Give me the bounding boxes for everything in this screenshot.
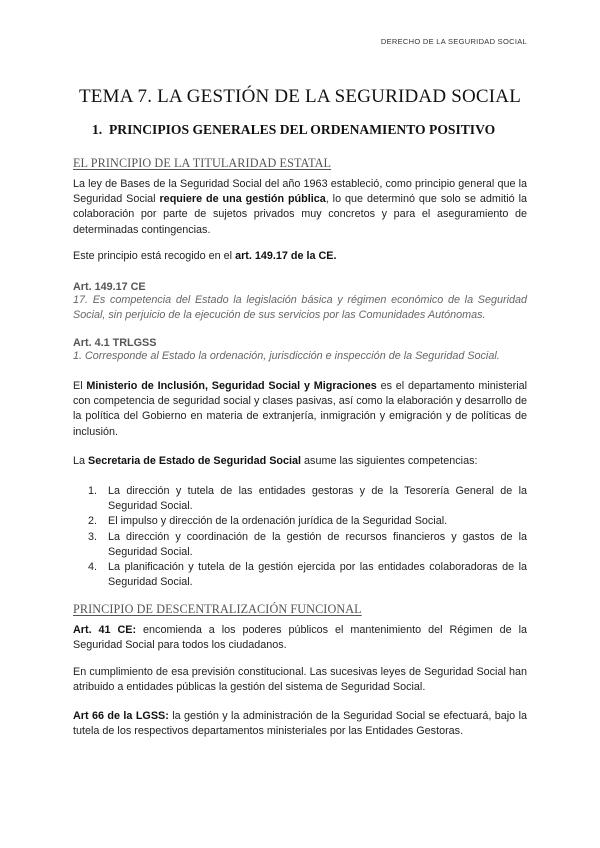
list-item: 1. La dirección y tutela de las entidades gestoras y de la Tesorería General de la Seguridad Social. xyxy=(88,485,527,513)
paragraph-art-41: Art. 41 CE: encomienda a los poderes públicos el mantenimiento del Régimen de la Seguridad Social para todos los ciudadanos. xyxy=(73,624,527,652)
paragraph-ministerio: El Ministerio de Inclusión, Seguridad Social y Migraciones es el departamento ministerial con competencia de seguridad social y clases pasivas, así como la elaboración y desarrollo de la política del Gobierno en materia de extranjería, inmigración y emigración y de políticas de inclusión. xyxy=(73,380,527,438)
running-header: DERECHO DE LA SEGURIDAD SOCIAL xyxy=(380,37,527,46)
section-heading xyxy=(92,122,495,138)
article-label-149: Art. 149.17 CE xyxy=(73,281,146,293)
page-title: TEMA 7. LA GESTIÓN DE LA SEGURIDAD SOCIAL xyxy=(78,86,522,107)
paragraph-art-149: Este principio está recogido en el art. 149.17 de la CE. xyxy=(73,250,337,262)
paragraph-ley-bases: La ley de Bases de la Seguridad Social del año 1963 estableció, como principio general que la Seguridad Social requiere de una gestión pública, lo que determinó que solo se admitió la colaboración por parte de sujetos privados muy concretos y para el aseguramiento de determinadas contingencias. xyxy=(73,178,527,236)
paragraph-art-66: Art 66 de la LGSS: la gestión y la administración de la Seguridad Social se efectuará, bajo la tutela de los respectivos departamentos ministeriales por las Entidades Gestoras. xyxy=(73,710,527,738)
paragraph-secretaria: La Secretaria de Estado de Seguridad Social asume las siguientes competencias: xyxy=(73,455,478,467)
section-number: 1. xyxy=(92,122,103,137)
subheading-titularidad: EL PRINCIPIO DE LA TITULARIDAD ESTATAL xyxy=(73,156,332,170)
bold-phrase: requiere de una gestión pública xyxy=(159,193,326,206)
list-item: 3. La dirección y coordinación de la gestión de recursos financieros y gastos de la Seguridad Social. xyxy=(88,530,527,558)
article-label-trlgss: Art. 4.1 TRLGSS xyxy=(73,337,157,349)
bold-phrase: Art 66 de la LGSS: xyxy=(73,710,169,722)
list-item: 2. El impulso y dirección de la ordenación jurídica de la Seguridad Social. xyxy=(88,515,448,528)
competencias-list xyxy=(88,484,527,590)
bold-phrase: art. 149.17 de la CE. xyxy=(235,250,337,262)
subheading-descentralizacion: PRINCIPIO DE DESCENTRALIZACIÓN FUNCIONAL xyxy=(73,602,362,616)
bold-phrase: Art. 41 CE: xyxy=(73,624,137,636)
article-quote-trlgss: 1. Corresponde al Estado la ordenación, jurisdicción e inspección de la Seguridad Social. xyxy=(73,350,500,362)
paragraph-cumplimiento: En cumplimiento de esa previsión constitucional. Las sucesivas leyes de Seguridad Social han atribuido a entidades públicas la gestión del sistema de Seguridad Social. xyxy=(73,666,527,694)
list-item: 4. La planificación y tutela de la gestión ejercida por las entidades colaboradoras de la Seguridad Social. xyxy=(88,561,527,589)
bold-phrase: Secretaria de Estado de Seguridad Social xyxy=(88,455,302,467)
section-title: PRINCIPIOS GENERALES DEL ORDENAMIENTO POSITIVO xyxy=(109,122,496,137)
bold-phrase: Ministerio de Inclusión, Seguridad Social y Migraciones xyxy=(86,380,377,392)
article-quote-149: 17. Es competencia del Estado la legislación básica y régimen económico de la Seguridad Social, sin perjuicio de la ejecución de sus servicios por las Comunidades Autónomas. xyxy=(73,294,527,322)
